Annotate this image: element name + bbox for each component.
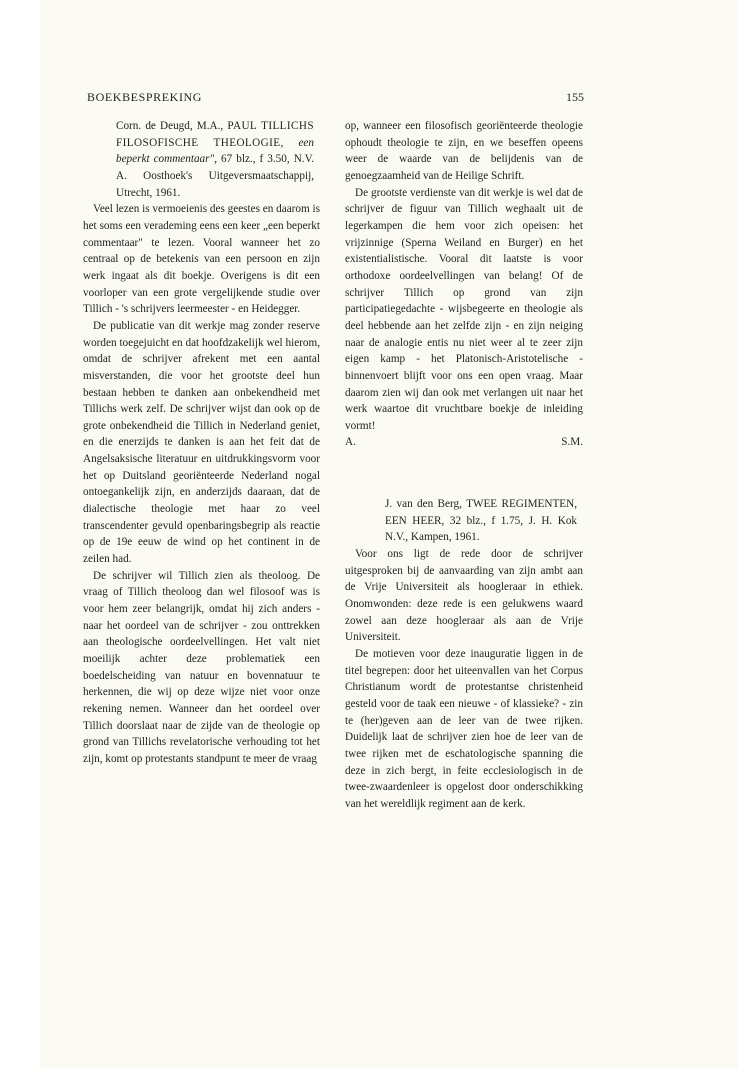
signoff-initials-right: S.M. xyxy=(561,436,583,449)
review1-paragraph: De schrijver wil Tillich zien als theoloog. De vraag of Tillich theoloog dan wel filosoof was is voor hem zeer belangrijk, omdat hij zich anders - naar het oordeel van de schrijver - zou onttrekken aan theologische oordeelvellingen. Het valt niet moeilijk achter deze problematiek een boedelscheiding van natuur en bovennatuur te herkennen, die wij op deze wijze niet voor onze rekening nemen. Wanneer dan het oordeel over Tillich doorslaat naar de zijde van de theologie op grond van Tillichs revelatorische verhouding tot het zijn, komt op protestants standpunt te meer de vraag xyxy=(83,569,320,765)
right-column xyxy=(345,118,583,813)
review2-book-title: TWEE REGIMENTEN, EEN HEER, xyxy=(385,498,577,527)
review2-author: J. van den Berg, xyxy=(385,498,462,511)
left-column xyxy=(83,118,320,768)
review1-paragraph: De grootste verdienste van dit werkje is wel dat de schrijver de figuur van Tillich weghaalt uit de legerkampen die hem voor zich opeisen: het vrijzinnige (Sperna Weiland en Burger) en het existentialistische. Vooral dit laatste is voor orthodoxe oordeelvellingen van belang! Of de schrijver Tillich op grond van zijn participatiegedachte - wijsbegeerte en theologie als deel hebbende aan het zelfde zijn - en zijn neiging naar de analogie entis nu niet weer al te zeer zijn eigen kamp - het Platonisch-Aristotelische - binnenvoert blijft voor ons een open vraag. Maar daarom zien wij dan ook met verlangen uit naar het werk waartoe dit vruchtbare boekje de inleiding vormt! xyxy=(345,186,583,432)
review-separator xyxy=(345,451,583,496)
review1-paragraph-continued: op, wanneer een filosofisch georiënteerde theologie ophoudt theologie te zijn, en we beseffen opeens weer de waarde van de belijdenis van de genoegzaamheid van de Heilige Schrift. xyxy=(345,120,583,182)
review1-book-subtitle: een beperkt commentaar" xyxy=(116,136,314,166)
review2-paragraph: De motieven voor deze inauguratie liggen in de titel begrepen: door het uiteenvallen van het Corpus Christianum wordt de protestantse christenheid gesteld voor de taak een nieuwe - of klassieke? - zin te (her)geven aan de leer van de twee rijken. Duidelijk laat de schrijver zien hoe de leer van de twee rijken met de eschatologische spanning die deze in zich bergt, in feite ecclesiologisch in de twee-zwaardenleer is opgelost door onderschikking van het wereldlijk regiment aan de kerk. xyxy=(345,648,583,810)
review1-author: Corn. de Deugd, M.A., xyxy=(116,120,224,132)
review1-signoff xyxy=(345,434,583,451)
review1-paragraph: Veel lezen is vermoeienis des geestes en daarom is het soms een verademing eens een keer „een beperkt commentaar" te lezen. Vooral wanneer het zo centraal op de betekenis van een persoon en zijn werk ingaat als dit boekje. Overigens is dit een voorloper van een grote vergelijkende studie over Tillich - 's schrijvers leermeester - en Heidegger. xyxy=(83,203,320,316)
running-title: BOEKBESPREKING xyxy=(87,90,203,104)
signoff-initial-left: A. xyxy=(345,436,356,449)
page-header xyxy=(87,90,584,106)
review1-details: 67 blz., f 3.50, N.V. A. Oosthoek's Uitgeversmaatschappij, Utrecht, 1961. xyxy=(116,153,315,199)
review2-paragraph: Voor ons ligt de rede door de schrijver uitgesproken bij de aanvaarding van zijn ambt aan de Vrije Universiteit als hoogleraar in ethiek. Onomwonden: deze rede is een gelukwens waard zowel aan deze hoogleraar als aan de Vrije Universiteit. xyxy=(345,548,583,644)
review1-citation: Corn. de Deugd, M.A., PAUL TILLICHS FILOSOFISCHE THEOLOGIE, een beperkt commentaar", 67 blz., f 3.50, N.V. A. Oosthoek's Uitgeversmaatschappij, Utrecht, 1961. xyxy=(116,120,315,199)
review1-paragraph: De publicatie van dit werkje mag zonder reserve worden toegejuicht en dat hoofdzakelijk wel hierom, omdat de schrijver afrekent met een aantal misverstanden, die voor het grootste deel hun bestaan hebben te danken aan onbekendheid met Tillichs werk zelf. De schrijver wijst dan ook op de grote onbekendheid die Tillich in Nederland geniet, en die enerzijds te danken is aan het feit dat de Angelsaksische literatuur en uitdrukkingsvorm voor het op Duitsland georiënteerde Nederland nogal ontoegankelijk zijn, en anderzijds daaraan, dat de dialectische theologie met haar zo veel transcendenter gevuld openbaringsbegrip als reactie op de 19e eeuw de wind op het continent in de zeilen had. xyxy=(83,319,320,566)
review2-details: 32 blz., f 1.75, J. H. Kok N.V., Kampen, 1961. xyxy=(385,514,578,544)
review2-citation xyxy=(385,496,577,546)
page-number: 155 xyxy=(566,90,584,104)
review1-book-title: PAUL TILLICHS FILOSOFISCHE THEOLOGIE, xyxy=(116,120,315,149)
